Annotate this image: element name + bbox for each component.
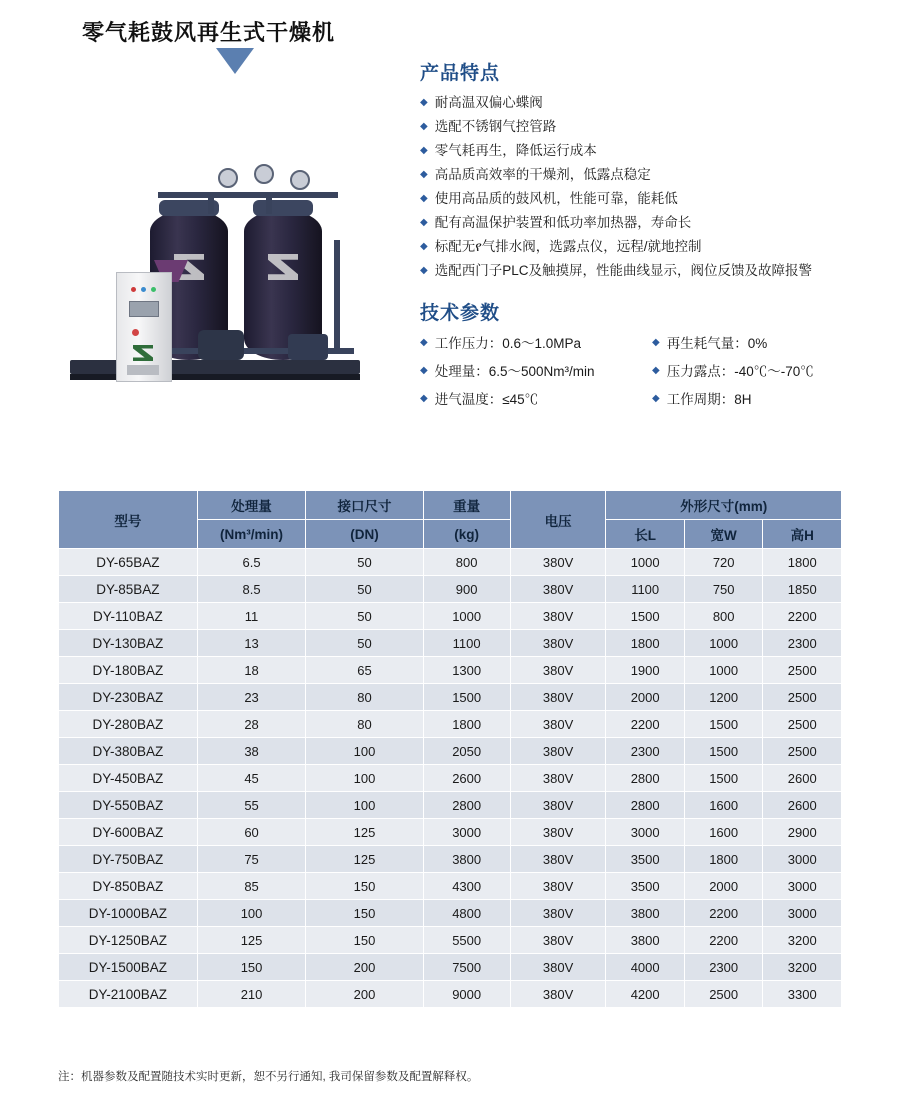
down-arrow-icon <box>216 48 254 74</box>
diamond-bullet-icon: ◆ <box>420 217 428 228</box>
cell-length: 3000 <box>606 819 685 846</box>
cell-model: DY-280BAZ <box>59 711 198 738</box>
cell-voltage: 380V <box>510 900 606 927</box>
cell-height: 2500 <box>763 684 842 711</box>
cell-capacity: 13 <box>197 630 306 657</box>
top-manifold-pipe <box>158 192 338 198</box>
status-led-blue <box>141 287 146 292</box>
cell-height: 2500 <box>763 738 842 765</box>
cell-capacity: 11 <box>197 603 306 630</box>
cell-height: 2300 <box>763 630 842 657</box>
list-item-label: 选配西门子PLC及触摸屏，性能曲线显示，阀位反馈及故障报警 <box>434 263 812 278</box>
cell-model: DY-85BAZ <box>59 576 198 603</box>
th-dimensions: 外形尺寸(mm) <box>606 491 842 520</box>
list-item-label: 选配不锈钢气控管路 <box>434 119 557 134</box>
status-led-green <box>151 287 156 292</box>
list-item-label: 高品质高效率的干燥剂，低露点稳定 <box>434 167 651 182</box>
controller-display <box>129 301 159 317</box>
th-width: 宽W <box>684 520 763 549</box>
cell-height: 2500 <box>763 657 842 684</box>
riser-pipe-2 <box>266 192 272 214</box>
th-voltage: 电压 <box>510 491 606 549</box>
cell-weight: 2800 <box>423 792 510 819</box>
cell-port: 100 <box>306 792 423 819</box>
diamond-bullet-icon: ◆ <box>652 393 660 404</box>
list-item <box>420 140 890 162</box>
cell-height: 3200 <box>763 927 842 954</box>
list-item-label: 使用高品质的鼓风机，性能可靠，能耗低 <box>434 191 678 206</box>
cell-height: 3300 <box>763 981 842 1008</box>
model-spec-table-wrapper <box>58 490 842 1008</box>
cell-voltage: 380V <box>510 981 606 1008</box>
cell-weight: 4800 <box>423 900 510 927</box>
cell-port: 50 <box>306 576 423 603</box>
list-item <box>420 236 890 258</box>
cell-port: 100 <box>306 738 423 765</box>
product-image <box>58 120 378 410</box>
cell-width: 1600 <box>684 792 763 819</box>
cell-weight: 7500 <box>423 954 510 981</box>
cell-width: 2200 <box>684 900 763 927</box>
specs-heading: 技术参数 <box>420 303 501 324</box>
diamond-bullet-icon: ◆ <box>420 97 428 108</box>
machine-base <box>70 360 360 374</box>
page-title: 零气耗鼓风再生式干燥机 <box>82 20 336 45</box>
cell-weight: 3000 <box>423 819 510 846</box>
cell-height: 1800 <box>763 549 842 576</box>
cell-port: 150 <box>306 927 423 954</box>
list-item <box>420 92 890 114</box>
cell-voltage: 380V <box>510 954 606 981</box>
cell-port: 65 <box>306 657 423 684</box>
cell-length: 2300 <box>606 738 685 765</box>
table-body <box>59 549 842 1008</box>
cell-height: 2900 <box>763 819 842 846</box>
cell-voltage: 380V <box>510 549 606 576</box>
th-height: 高H <box>763 520 842 549</box>
cell-capacity: 210 <box>197 981 306 1008</box>
table-row <box>59 657 842 684</box>
status-led-red <box>131 287 136 292</box>
cell-port: 80 <box>306 684 423 711</box>
cell-port: 50 <box>306 630 423 657</box>
cell-port: 100 <box>306 765 423 792</box>
cell-model: DY-750BAZ <box>59 846 198 873</box>
list-item-label: 再生耗气量：0% <box>666 336 768 351</box>
table-row <box>59 981 842 1008</box>
cell-port: 200 <box>306 981 423 1008</box>
machine-base-shadow <box>70 374 360 380</box>
cell-capacity: 100 <box>197 900 306 927</box>
cell-model: DY-380BAZ <box>59 738 198 765</box>
emergency-stop-button <box>132 329 139 336</box>
list-item-label: 配有高温保护装置和低功率加热器，寿命长 <box>434 215 692 230</box>
th-port: 接口尺寸 <box>306 491 423 520</box>
cell-width: 720 <box>684 549 763 576</box>
cell-voltage: 380V <box>510 603 606 630</box>
diamond-bullet-icon: ◆ <box>420 393 428 404</box>
cell-weight: 1000 <box>423 603 510 630</box>
table-row <box>59 900 842 927</box>
cell-weight: 1100 <box>423 630 510 657</box>
cell-model: DY-450BAZ <box>59 765 198 792</box>
specs-list <box>420 332 890 412</box>
diamond-bullet-icon: ◆ <box>420 265 428 276</box>
cell-length: 1500 <box>606 603 685 630</box>
cell-capacity: 60 <box>197 819 306 846</box>
cell-model: DY-180BAZ <box>59 657 198 684</box>
table-row <box>59 846 842 873</box>
cell-model: DY-2100BAZ <box>59 981 198 1008</box>
cell-length: 2000 <box>606 684 685 711</box>
cell-height: 3000 <box>763 873 842 900</box>
cell-height: 2600 <box>763 792 842 819</box>
list-item <box>420 164 890 186</box>
cell-voltage: 380V <box>510 927 606 954</box>
cell-width: 1800 <box>684 846 763 873</box>
list-item <box>420 260 890 282</box>
list-item <box>420 388 652 412</box>
diamond-bullet-icon: ◆ <box>420 337 428 348</box>
cell-weight: 9000 <box>423 981 510 1008</box>
cell-width: 1500 <box>684 711 763 738</box>
control-cabinet <box>116 272 172 382</box>
cell-length: 3500 <box>606 846 685 873</box>
cell-weight: 4300 <box>423 873 510 900</box>
list-item <box>420 212 890 234</box>
diamond-bullet-icon: ◆ <box>420 121 428 132</box>
cell-width: 1000 <box>684 657 763 684</box>
cell-voltage: 380V <box>510 576 606 603</box>
cell-length: 2200 <box>606 711 685 738</box>
table-row <box>59 765 842 792</box>
th-weight-unit: (kg) <box>423 520 510 549</box>
cell-length: 4000 <box>606 954 685 981</box>
list-item <box>420 360 652 384</box>
cell-width: 2000 <box>684 873 763 900</box>
table-row <box>59 738 842 765</box>
cell-weight: 800 <box>423 549 510 576</box>
cell-weight: 1800 <box>423 711 510 738</box>
cell-capacity: 18 <box>197 657 306 684</box>
cell-capacity: 55 <box>197 792 306 819</box>
cell-height: 3000 <box>763 900 842 927</box>
list-item <box>420 116 890 138</box>
model-spec-table <box>58 490 842 1008</box>
cell-capacity: 125 <box>197 927 306 954</box>
table-row <box>59 603 842 630</box>
th-capacity-unit: (Nm³/min) <box>197 520 306 549</box>
diamond-bullet-icon: ◆ <box>420 241 428 252</box>
list-item-label: 标配无የ气排水阀，选露点仪，远程/就地控制 <box>434 239 702 254</box>
th-length: 长L <box>606 520 685 549</box>
table-row <box>59 954 842 981</box>
diamond-bullet-icon: ◆ <box>420 145 428 156</box>
cell-height: 2500 <box>763 711 842 738</box>
cell-length: 1900 <box>606 657 685 684</box>
th-port-unit: (DN) <box>306 520 423 549</box>
cell-model: DY-65BAZ <box>59 549 198 576</box>
cell-capacity: 85 <box>197 873 306 900</box>
cell-voltage: 380V <box>510 819 606 846</box>
cell-weight: 900 <box>423 576 510 603</box>
diamond-bullet-icon: ◆ <box>652 337 660 348</box>
cell-capacity: 28 <box>197 711 306 738</box>
cell-length: 3800 <box>606 927 685 954</box>
cell-width: 2500 <box>684 981 763 1008</box>
cell-height: 3000 <box>763 846 842 873</box>
cabinet-vent <box>127 365 159 375</box>
cell-model: DY-550BAZ <box>59 792 198 819</box>
list-item-label: 处理量：6.5～500Nm³/min <box>434 364 595 379</box>
cell-voltage: 380V <box>510 684 606 711</box>
valve-actuator <box>288 334 328 360</box>
cell-length: 2800 <box>606 792 685 819</box>
cell-model: DY-850BAZ <box>59 873 198 900</box>
cell-length: 3500 <box>606 873 685 900</box>
pressure-gauge-icon <box>218 168 238 188</box>
cell-height: 2200 <box>763 603 842 630</box>
cell-model: DY-230BAZ <box>59 684 198 711</box>
cell-voltage: 380V <box>510 630 606 657</box>
th-weight: 重量 <box>423 491 510 520</box>
list-item <box>652 360 890 384</box>
cell-capacity: 6.5 <box>197 549 306 576</box>
list-item <box>420 188 890 210</box>
cell-model: DY-1250BAZ <box>59 927 198 954</box>
list-item-label: 零气耗再生，降低运行成本 <box>434 143 597 158</box>
cell-width: 2200 <box>684 927 763 954</box>
cell-length: 4200 <box>606 981 685 1008</box>
cell-voltage: 380V <box>510 873 606 900</box>
cell-width: 1200 <box>684 684 763 711</box>
cell-model: DY-110BAZ <box>59 603 198 630</box>
th-model: 型号 <box>59 491 198 549</box>
cell-port: 125 <box>306 819 423 846</box>
cell-height: 3200 <box>763 954 842 981</box>
cell-width: 1000 <box>684 630 763 657</box>
cell-model: DY-130BAZ <box>59 630 198 657</box>
cell-width: 1500 <box>684 765 763 792</box>
cell-voltage: 380V <box>510 738 606 765</box>
list-item-label: 耐高温双偏心蝶阀 <box>434 95 543 110</box>
diamond-bullet-icon: ◆ <box>420 193 428 204</box>
cell-width: 1500 <box>684 738 763 765</box>
table-row <box>59 576 842 603</box>
table-row <box>59 711 842 738</box>
tank-cap-right <box>253 200 313 216</box>
cell-capacity: 75 <box>197 846 306 873</box>
cell-weight: 2600 <box>423 765 510 792</box>
table-row <box>59 927 842 954</box>
cell-voltage: 380V <box>510 657 606 684</box>
cell-model: DY-1500BAZ <box>59 954 198 981</box>
cell-model: DY-600BAZ <box>59 819 198 846</box>
cell-model: DY-1000BAZ <box>59 900 198 927</box>
cell-length: 1100 <box>606 576 685 603</box>
table-row <box>59 549 842 576</box>
cell-port: 200 <box>306 954 423 981</box>
table-row <box>59 684 842 711</box>
cell-weight: 1300 <box>423 657 510 684</box>
cell-width: 750 <box>684 576 763 603</box>
table-header-row-1 <box>59 491 842 520</box>
cell-port: 125 <box>306 846 423 873</box>
diamond-bullet-icon: ◆ <box>420 169 428 180</box>
cell-capacity: 38 <box>197 738 306 765</box>
diamond-bullet-icon: ◆ <box>420 365 428 376</box>
cell-capacity: 23 <box>197 684 306 711</box>
pressure-gauge-icon <box>290 170 310 190</box>
table-row <box>59 630 842 657</box>
brand-logo-icon <box>268 254 298 280</box>
cell-capacity: 45 <box>197 765 306 792</box>
cell-voltage: 380V <box>510 711 606 738</box>
cell-voltage: 380V <box>510 846 606 873</box>
cell-port: 150 <box>306 873 423 900</box>
cell-port: 50 <box>306 549 423 576</box>
list-item-label: 工作周期：8H <box>666 392 752 407</box>
table-note: 注：机器参数及配置随技术实时更新，恕不另行通知, 我司保留参数及配置解释权。 <box>58 1071 479 1083</box>
cell-capacity: 8.5 <box>197 576 306 603</box>
cell-weight: 5500 <box>423 927 510 954</box>
cell-capacity: 150 <box>197 954 306 981</box>
list-item-label: 压力露点：-40℃～-70℃ <box>666 364 814 379</box>
table-head <box>59 491 842 549</box>
cell-width: 1600 <box>684 819 763 846</box>
cell-height: 1850 <box>763 576 842 603</box>
list-item <box>652 388 890 412</box>
features-heading: 产品特点 <box>420 63 501 84</box>
list-item-label: 工作压力：0.6～1.0MPa <box>434 336 581 351</box>
table-row <box>59 819 842 846</box>
cell-length: 1800 <box>606 630 685 657</box>
cell-voltage: 380V <box>510 765 606 792</box>
cabinet-brand-logo-icon <box>133 345 153 361</box>
list-item <box>420 332 652 356</box>
features-list <box>420 92 890 284</box>
cell-length: 2800 <box>606 765 685 792</box>
cell-height: 2600 <box>763 765 842 792</box>
cell-length: 3800 <box>606 900 685 927</box>
outlet-pipe <box>334 240 340 354</box>
cell-voltage: 380V <box>510 792 606 819</box>
cell-port: 80 <box>306 711 423 738</box>
cell-weight: 2050 <box>423 738 510 765</box>
table-row <box>59 873 842 900</box>
cell-port: 150 <box>306 900 423 927</box>
th-capacity: 处理量 <box>197 491 306 520</box>
riser-pipe-1 <box>208 192 214 214</box>
cell-weight: 3800 <box>423 846 510 873</box>
list-item-label: 进气温度：≤45℃ <box>434 392 539 407</box>
diamond-bullet-icon: ◆ <box>652 365 660 376</box>
cell-width: 2300 <box>684 954 763 981</box>
blower-unit <box>198 330 244 360</box>
list-item <box>652 332 890 356</box>
table-row <box>59 792 842 819</box>
pressure-gauge-icon <box>254 164 274 184</box>
cell-length: 1000 <box>606 549 685 576</box>
cell-width: 800 <box>684 603 763 630</box>
cell-weight: 1500 <box>423 684 510 711</box>
cell-port: 50 <box>306 603 423 630</box>
